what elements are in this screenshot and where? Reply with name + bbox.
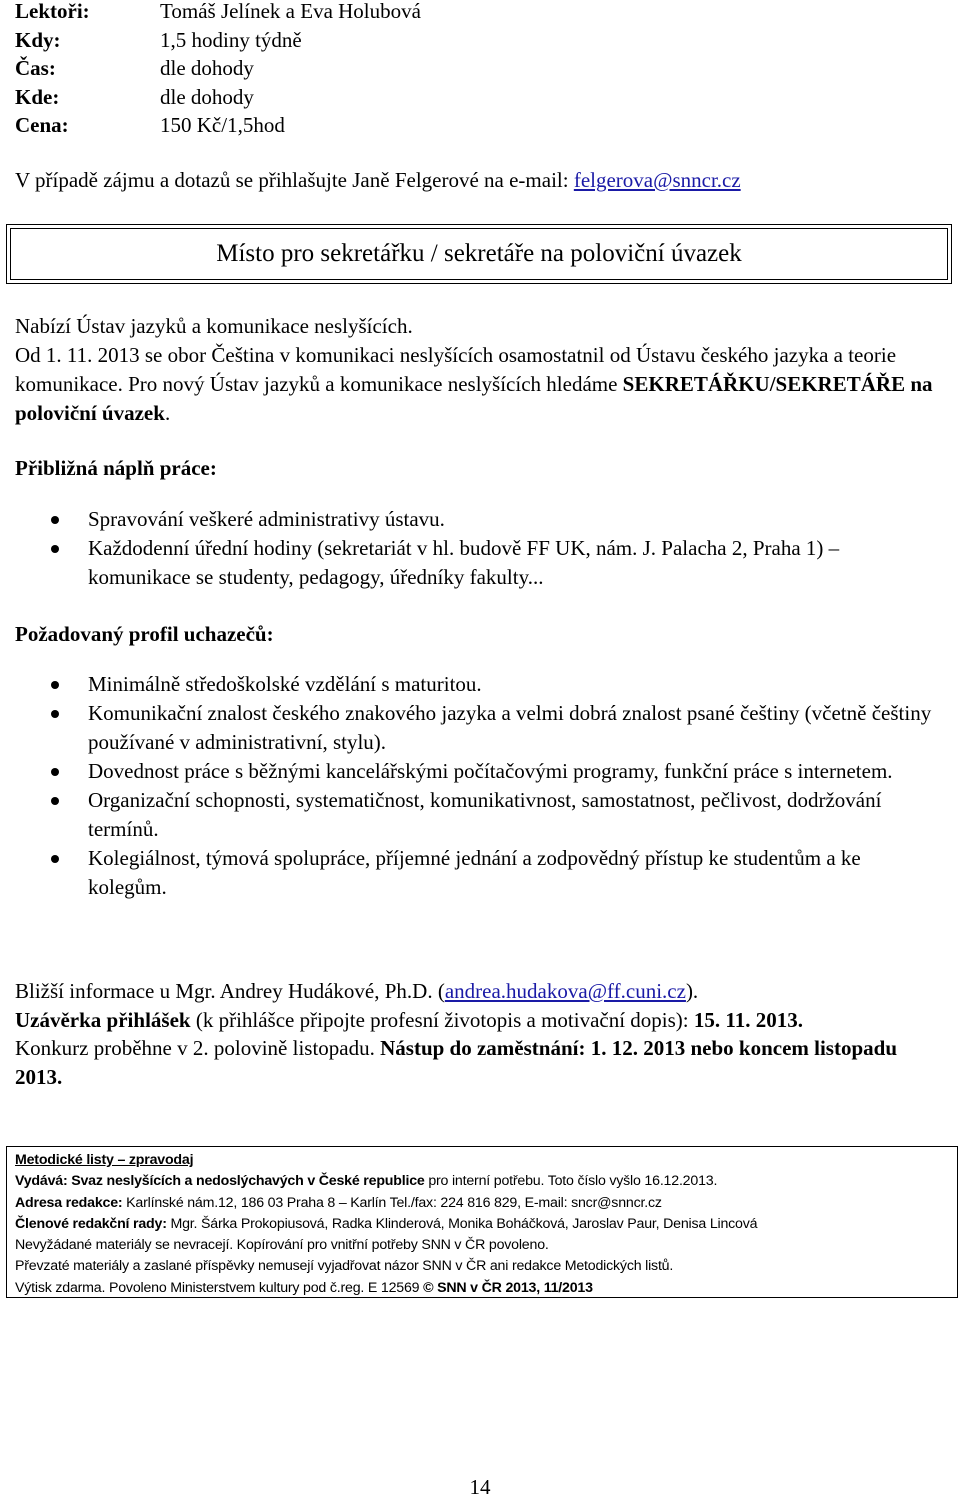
info-row-kdy	[15, 26, 421, 55]
intro-paragraph	[15, 341, 940, 428]
konkurz-text: Konkurz proběhne v 2. polovině listopadu.	[15, 1036, 381, 1060]
closing-paragraph	[15, 977, 940, 1091]
colophon-notice: Nevyžádané materiály se nevracejí. Kopírování pro vnitřní potřeby SNN v ČR povoleno.	[15, 1237, 549, 1254]
list-item-text: Spravování veškeré administrativy ústavu.	[88, 507, 445, 531]
colophon-registration	[15, 1278, 949, 1299]
intro-position: SEKRETÁŘKU/SEKRETÁŘE na poloviční úvazek	[15, 372, 933, 425]
job-headline-box	[6, 224, 952, 284]
deadline-date: 15. 11. 2013.	[693, 1007, 803, 1032]
bullet-icon	[51, 545, 59, 553]
list-item-text: Každodenní úřední hodiny (sekretariát v hl. budově FF UK, nám. J. Palacha 2, Praha 1) – komunikace se studenty, pedagogy, úředníky fakulty...	[88, 536, 840, 589]
info-value: 1,5 hodiny týdně	[160, 27, 302, 52]
deadline-line	[15, 1006, 940, 1035]
list-item-text: Komunikační znalost českého znakového jazyka a velmi dobrá znalost psané češtiny (včetně češtiny používané v administrativní, stylu).	[88, 701, 932, 754]
duties-list	[15, 505, 940, 592]
intro-end: .	[164, 401, 171, 425]
colophon-address	[15, 1193, 949, 1214]
board-text: Mgr. Šárka Prokopiusová, Radka Klinderová, Monika Boháčková, Jaroslav Paur, Denisa Lincová	[166, 1215, 758, 1232]
bullet-icon	[51, 710, 59, 718]
list-item-text: Dovednost práce s běžnými kancelářskými počítačovými programy, funkční práce s internetem.	[88, 759, 893, 783]
profile-list	[15, 670, 940, 902]
list-item-text: Kolegiálnost, týmová spolupráce, příjemné jednání a zodpovědný přístup ke studentům a ke kolegům.	[88, 846, 861, 899]
info-label: Kde:	[15, 84, 60, 109]
address-label: Adresa redakce:	[15, 1194, 123, 1211]
contact-email-link[interactable]: felgerova@snncr.cz	[573, 168, 741, 192]
list-item-text: Organizační schopnosti, systematičnost, komunikativnost, samostatnost, pečlivost, dodržování termínů.	[88, 788, 882, 841]
info-value: dle dohody	[160, 84, 254, 109]
deadline-label: Uzávěrka přihlášek	[15, 1007, 191, 1032]
intro-text: Od 1. 11. 2013 se obor Čeština v komunikaci neslyšících osamostatnil od Ústavu českého jazyka a teorie komunikace. Pro nový Ústav jazyků a komunikace neslyšících hledáme	[15, 343, 897, 396]
colophon-box	[6, 1146, 958, 1298]
list-item-text: Minimálně středoškolské vzdělání s maturitou.	[88, 672, 482, 696]
duties-heading: Přibližná náplň práce:	[15, 456, 217, 480]
list-item	[15, 757, 940, 786]
intro-line-1: Nabízí Ústav jazyků a komunikace neslyšících.	[15, 314, 413, 338]
info-row-cena	[15, 111, 421, 140]
profile-heading: Požadovaný profil uchazečů:	[15, 622, 274, 646]
hudakova-email-link[interactable]: andrea.hudakova@ff.cuni.cz	[444, 979, 686, 1003]
info-label: Čas:	[15, 56, 56, 80]
info-value: Tomáš Jelínek a Eva Holubová	[160, 0, 421, 23]
job-intro	[15, 312, 940, 428]
colophon-disclaimer: Převzaté materiály a zaslané příspěvky nemusejí vyjadřovat názor SNN v ČR ani redakce Metodických listů.	[15, 1258, 674, 1275]
list-item	[15, 534, 940, 592]
page-number: 14	[469, 1475, 491, 1499]
info-label: Kdy:	[15, 27, 61, 52]
bullet-icon	[51, 797, 59, 805]
deadline-text: (k přihlášce připojte profesní životopis a motivační dopis):	[190, 1007, 694, 1032]
start-date: Nástup do zaměstnání: 1. 12. 2013 nebo koncem listopadu 2013.	[15, 1036, 898, 1089]
list-item	[15, 505, 940, 534]
course-info-table	[15, 0, 421, 140]
list-item	[15, 786, 940, 844]
colophon-board	[15, 1214, 949, 1235]
contact-line	[15, 166, 741, 194]
info-label: Cena:	[15, 113, 69, 137]
bullet-icon	[51, 768, 59, 776]
info-value: 150 Kč/1,5hod	[160, 113, 285, 137]
list-item	[15, 699, 940, 757]
registration-text: Výtisk zdarma. Povoleno Ministerstvem kultury pod č.reg. E 12569	[15, 1279, 424, 1296]
address-text: Karlínské nám.12, 186 03 Praha 8 – Karlín Tel./fax: 224 816 829, E-mail: sncr@snncr.cz	[122, 1194, 662, 1211]
bullet-icon	[51, 855, 59, 863]
list-item	[15, 844, 940, 902]
board-label: Členové redakční rady:	[15, 1215, 167, 1232]
start-line	[15, 1034, 940, 1091]
info-contact-line	[15, 977, 940, 1006]
info-label: Lektoři:	[15, 0, 90, 23]
colophon-publisher	[15, 1171, 949, 1192]
info-prefix: Bližší informace u Mgr. Andrey Hudákové, Ph.D. (	[15, 979, 445, 1003]
info-row-cas	[15, 54, 421, 83]
job-headline: Místo pro sekretářku / sekretáře na poloviční úvazek	[216, 240, 742, 267]
info-row-lektori	[15, 0, 421, 26]
colophon-title: Metodické listy – zpravodaj	[15, 1152, 194, 1168]
publisher-text: pro interní potřebu. Toto číslo vyšlo 16.12.2013.	[424, 1173, 718, 1190]
bullet-icon	[51, 681, 59, 689]
bullet-icon	[51, 516, 59, 524]
copyright-text: © SNN v ČR 2013, 11/2013	[423, 1279, 593, 1296]
publisher-label: Vydává: Svaz neslyšících a nedoslýchavých v České republice	[15, 1173, 425, 1190]
info-row-kde	[15, 83, 421, 112]
list-item	[15, 670, 940, 699]
contact-text: V případě zájmu a dotazů se přihlašujte Janě Felgerové na e-mail:	[15, 168, 574, 192]
info-value: dle dohody	[160, 56, 254, 80]
info-suffix: ).	[685, 979, 699, 1003]
